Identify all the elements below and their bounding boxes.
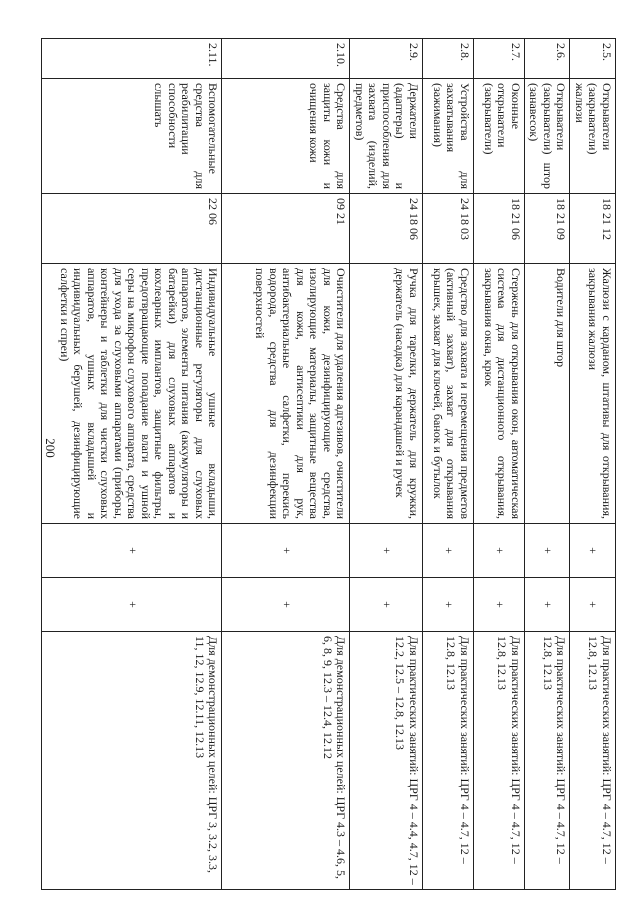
mark-column-1: +: [350, 524, 423, 578]
table-row: [423, 39, 474, 890]
mark-column-1: +: [222, 524, 350, 578]
item-purpose: Для демонстрационных целей: ЦРГ 3, 3.2, 3.3, 11, 12, 12.9, 12.11, 12.13: [42, 632, 222, 890]
row-number: 2.5.: [570, 39, 616, 79]
table-row: [350, 39, 423, 890]
item-code: 18 21 06: [474, 194, 525, 264]
mark-column-1: +: [423, 524, 474, 578]
item-code: 24 18 06: [350, 194, 423, 264]
equipment-table: [42, 38, 617, 890]
item-description: Жалюзи с карданом, штативы для открывания, закрывания жалюзи: [570, 264, 616, 524]
item-code: 24 18 03: [423, 194, 474, 264]
mark-column-2: +: [350, 578, 423, 632]
item-code: 09 21: [222, 194, 350, 264]
row-number: 2.8.: [423, 39, 474, 79]
item-purpose: Для практических занятий: ЦРГ 4 – 4.7, 12 – 12.8, 12.13: [570, 632, 616, 890]
mark-column-2: +: [570, 578, 616, 632]
row-number: 2.10.: [222, 39, 350, 79]
table-wrapper: [58, 38, 616, 889]
item-description: Ручка для тарелки, держатель для кружки, держатель (насадка) для карандашей и ручек: [350, 264, 423, 524]
table-row: [42, 39, 222, 890]
item-description: Водители для штор: [525, 264, 571, 524]
item-name: Открыватели (закрыватели) жалюзи: [570, 79, 616, 194]
item-description: Очистители для удаления адгезивов, очистители для кожи, дезинфицирующие средства, изолирующие материалы, защитные вещества для кожи, антисептики для рук, антибактериальные салфетки, перекись водорода, средства для дезинфекции поверхностей: [222, 264, 350, 524]
page-number: 200: [43, 438, 58, 458]
item-purpose: Для практических занятий: ЦРГ 4 – 4.7, 12 – 12.8, 12.13: [525, 632, 571, 890]
row-number: 2.6.: [525, 39, 571, 79]
item-code: 22 06: [42, 194, 222, 264]
table-row: [525, 39, 571, 890]
item-description: Стержень для открывания окон, автоматическая система для дистанционного открывания, закрывания окна, крюк: [474, 264, 525, 524]
item-purpose: Для практических занятий: ЦРГ 4 – 4.7, 12 – 12.8, 12.13: [474, 632, 525, 890]
row-number: 2.7.: [474, 39, 525, 79]
item-description: Средство для захвата и перемещения предметов (активный захват), захват для открывания крышек, захват для ключей, банок и бутылок: [423, 264, 474, 524]
mark-column-1: +: [474, 524, 525, 578]
mark-column-1: +: [525, 524, 571, 578]
mark-column-1: +: [570, 524, 616, 578]
row-number: 2.9.: [350, 39, 423, 79]
item-name: Оконные открыватели (закрыватели): [474, 79, 525, 194]
mark-column-2: +: [474, 578, 525, 632]
table-row: [222, 39, 350, 890]
table-row: [474, 39, 525, 890]
mark-column-2: +: [423, 578, 474, 632]
item-description: Индивидуальные ушные вкладыши, дистанционные регуляторы для слуховых аппаратов, элементы питания (аккумуляторы и батарейки) для слуховых аппаратов и кохлеарных имплантов, защитные фильтры, предотвращающие попадание влаги и ушной серы на микрофон слухового аппарата, средства для ухода за слуховыми аппаратами (приборы, контейнеры и таблетки для чистки слуховых аппаратов, ушных вкладышей и индивидуальных берушей, дезинфицирующие салфетки и спреи): [42, 264, 222, 524]
item-name: Средства для защиты кожи и очищения кожи: [222, 79, 350, 194]
item-purpose: Для практических занятий: ЦРГ 4 – 4.4, 4.7, 12 – 12.2, 12.5 – 12.8, 12.13: [350, 632, 423, 890]
item-name: Открыватели (закрыватели) штор (занавесок): [525, 79, 571, 194]
item-code: 18 21 09: [525, 194, 571, 264]
item-code: 18 21 12: [570, 194, 616, 264]
mark-column-2: +: [525, 578, 571, 632]
table-row: [570, 39, 616, 890]
mark-column-2: +: [222, 578, 350, 632]
item-purpose: Для демонстрационных целей: ЦРГ 4.3 – 4.6, 5, 6, 8, 9, 12.3 – 12.4, 12.12: [222, 632, 350, 890]
row-number: 2.11.: [42, 39, 222, 79]
rotated-page: [58, 38, 616, 889]
item-name: Устройства для захватывания (зажимания): [423, 79, 474, 194]
item-name: Вспомогательные средства для реабилитации способности слышать: [42, 79, 222, 194]
mark-column-2: +: [42, 578, 222, 632]
table-body: [42, 39, 616, 890]
mark-column-1: +: [42, 524, 222, 578]
item-name: Держатели (адаптеры) и приспособления для захвата (изделий, предметов): [350, 79, 423, 194]
item-purpose: Для практических занятий: ЦРГ 4 – 4.7, 12 – 12.8, 12.13: [423, 632, 474, 890]
